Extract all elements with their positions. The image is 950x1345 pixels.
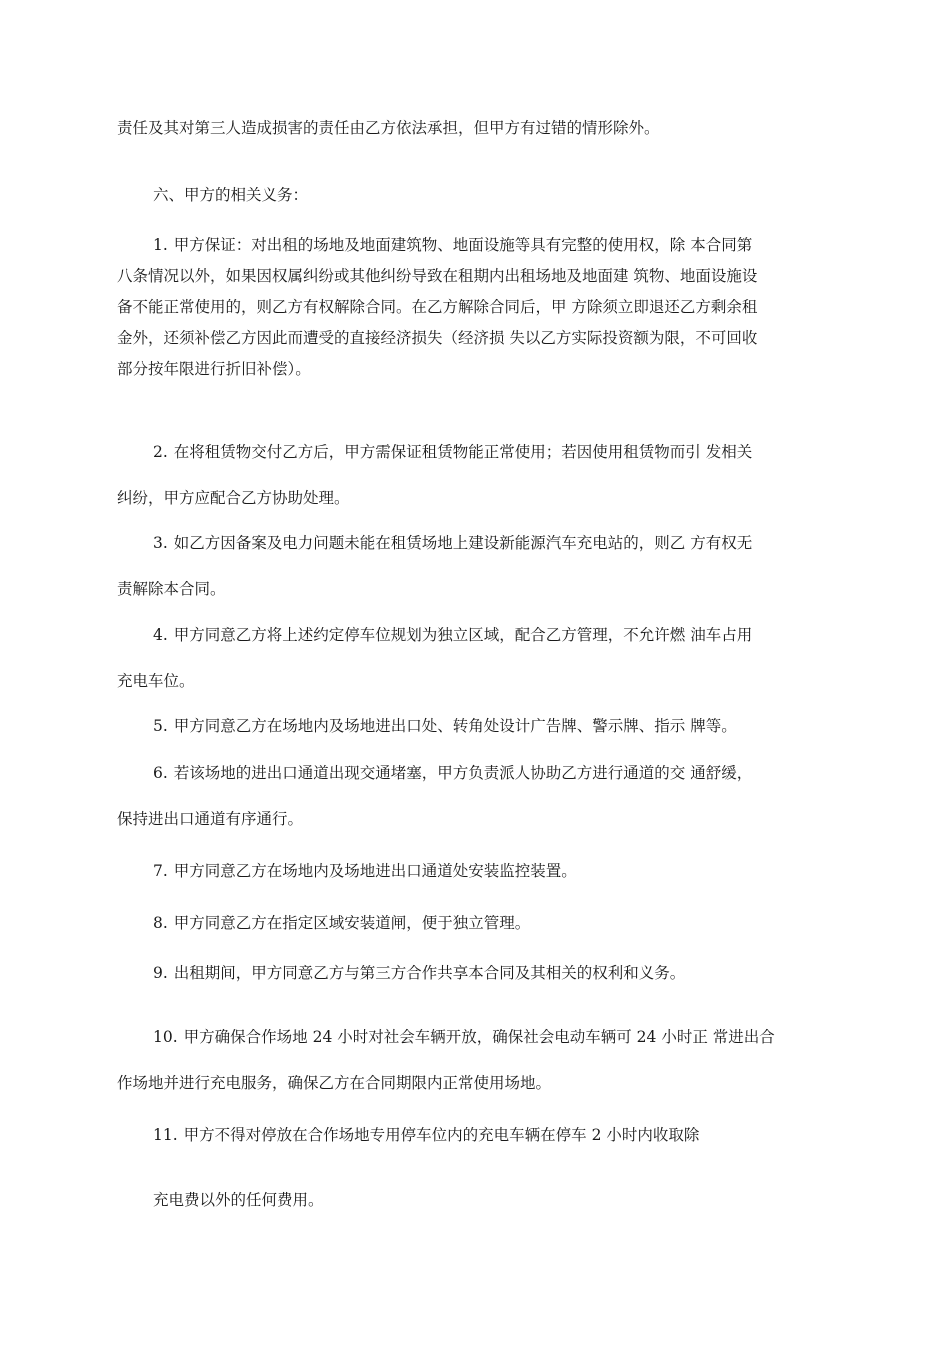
list-item-line: 责解除本合同。 <box>117 580 226 598</box>
list-item-text: 甲方同意乙方将上述约定停车位规划为独立区域，配合乙方管理，不允许燃 油车占用 <box>173 626 753 644</box>
list-item-text: 甲方不得对停放在合作场地专用停车位内的充电车辆在停车 2 小时内收取除 <box>183 1126 700 1144</box>
continuation-paragraph <box>117 113 833 143</box>
list-item-number: 5. <box>153 717 168 735</box>
section-heading <box>117 180 833 210</box>
list-item-number: 6. <box>153 764 168 782</box>
trailing-paragraph <box>117 1185 833 1215</box>
list-item-line: 纠纷，甲方应配合乙方协助处理。 <box>117 489 350 507</box>
list-item <box>117 758 833 834</box>
list-item-line: 作场地并进行充电服务，确保乙方在合同期限内正常使用场地。 <box>117 1074 552 1092</box>
list-item <box>117 958 833 988</box>
list-item-line <box>117 711 833 741</box>
list-item-text: 若该场地的进出口通道出现交通堵塞，甲方负责派人协助乙方进行通道的交 通舒缓， <box>173 764 753 782</box>
list-item-line <box>117 437 833 467</box>
list-item-line: 充电车位。 <box>117 672 195 690</box>
list-item-text: 在将租赁物交付乙方后，甲方需保证租赁物能正常使用；若因使用租赁物而引 发相关 <box>173 443 753 461</box>
list-item-line <box>117 758 833 788</box>
list-item <box>117 437 833 513</box>
list-item-text: 甲方保证：对出租的场地及地面建筑物、地面设施等具有完整的使用权，除 本合同第 <box>173 236 753 254</box>
list-item <box>117 908 833 938</box>
list-item-number: 1. <box>153 236 168 254</box>
list-item-line <box>117 528 833 558</box>
list-item-number: 2. <box>153 443 168 461</box>
list-item-number: 3. <box>153 534 168 552</box>
list-item <box>117 230 833 384</box>
list-item-line: 备不能正常使用的，则乙方有权解除合同。在乙方解除合同后，甲 方除须立即退还乙方剩余租 <box>117 298 758 316</box>
list-item-line <box>117 620 833 650</box>
list-item-text: 出租期间，甲方同意乙方与第三方合作共享本合同及其相关的权利和义务。 <box>173 964 686 982</box>
list-item <box>117 620 833 696</box>
list-item-line <box>117 908 833 938</box>
list-item-text: 甲方同意乙方在指定区域安装道闸，便于独立管理。 <box>173 914 531 932</box>
list-item-line <box>117 230 833 260</box>
list-item-line <box>117 1022 833 1052</box>
list-item-text: 甲方同意乙方在场地内及场地进出口通道处安装监控装置。 <box>173 862 577 880</box>
list-item <box>117 856 833 886</box>
list-item-number: 9. <box>153 964 168 982</box>
list-item <box>117 711 833 741</box>
list-item <box>117 528 833 604</box>
paragraph-line: 责任及其对第三人造成损害的责任由乙方依法承担，但甲方有过错的情形除外。 <box>117 119 660 137</box>
list-item-line: 部分按年限进行折旧补偿）。 <box>117 360 311 378</box>
list-item-line: 八条情况以外，如果因权属纠纷或其他纠纷导致在租期内出租场地及地面建 筑物、地面设施设 <box>117 267 758 285</box>
list-item <box>117 1022 833 1098</box>
list-item-number: 11. <box>153 1126 178 1144</box>
list-item-line <box>117 958 833 988</box>
list-item-number: 7. <box>153 862 168 880</box>
list-item-text: 甲方确保合作场地 24 小时对社会车辆开放，确保社会电动车辆可 24 小时正 常进出合 <box>183 1028 775 1046</box>
list-item-line <box>117 1120 833 1150</box>
list-item-text: 如乙方因备案及电力问题未能在租赁场地上建设新能源汽车充电站的，则乙 方有权无 <box>173 534 753 552</box>
list-item-number: 8. <box>153 914 168 932</box>
list-item <box>117 1120 833 1150</box>
section-heading-text: 六、甲方的相关义务： <box>153 186 309 204</box>
list-item-text: 甲方同意乙方在场地内及场地进出口处、转角处设计广告牌、警示牌、指示 牌等。 <box>173 717 737 735</box>
list-item-number: 4. <box>153 626 168 644</box>
list-item-line: 保持进出口通道有序通行。 <box>117 810 304 828</box>
list-item-line: 金外，还须补偿乙方因此而遭受的直接经济损失（经济损 失以乙方实际投资额为限，不可回收 <box>117 329 758 347</box>
list-item-number: 10. <box>153 1028 178 1046</box>
list-item-line <box>117 856 833 886</box>
paragraph-line: 充电费以外的任何费用。 <box>153 1191 324 1209</box>
